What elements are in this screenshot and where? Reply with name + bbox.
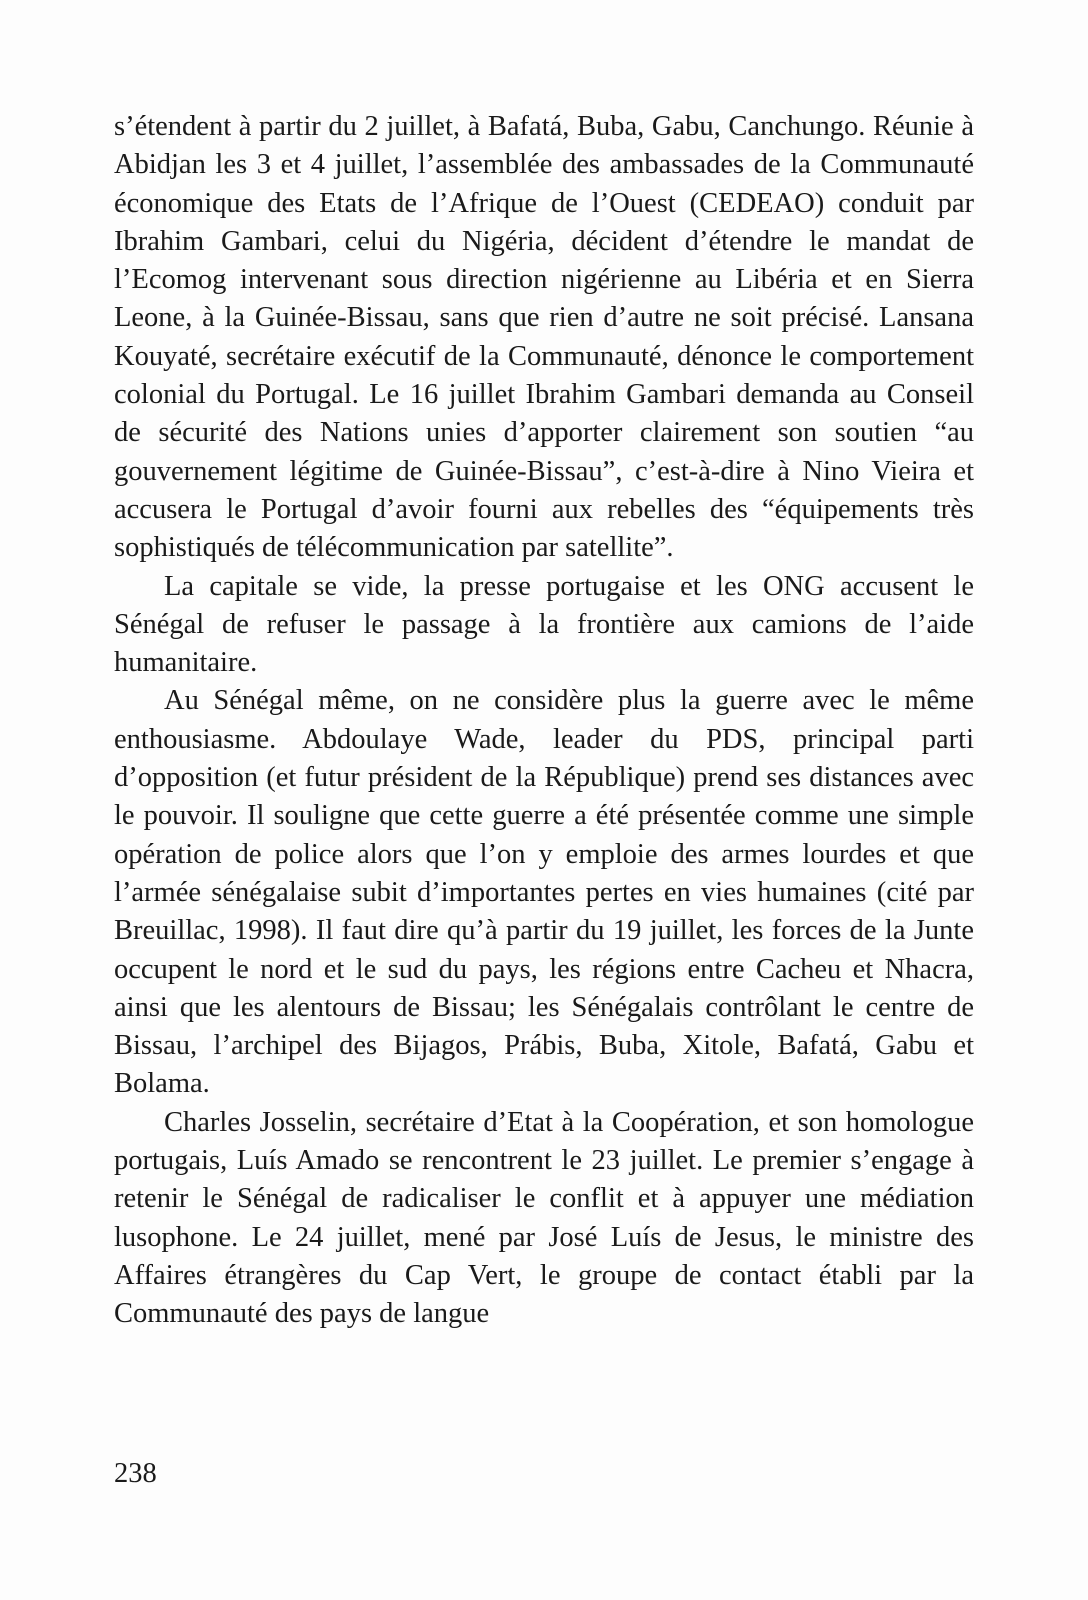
page-number: 238 xyxy=(114,1458,157,1489)
paragraph-3: Au Sénégal même, on ne considère plus la guerre avec le même enthousiasme. Abdoulaye Wade, leader du PDS, principal parti d’opposition (et futur président de la République) prend ses distances avec le pouvoir. Il souligne que cette guerre a été présentée comme une simple opération de police alors que l’on y emploie des armes lourdes et que l’armée sénégalaise subit d’importantes pertes en vies humaines (cité par Breuillac, 1998). Il faut dire qu’à partir du 19 juillet, les forces de la Junte occupent le nord et le sud du pays, les régions entre Cacheu et Nhacra, ainsi que les alentours de Bissau; les Sénégalais contrôlant le centre de Bissau, l’archipel des Bijagos, Prábis, Buba, Xitole, Bafatá, Gabu et Bolama. xyxy=(114,685,974,1100)
paragraph-2: La capitale se vide, la presse portugaise et les ONG accusent le Sénégal de refuser le passage à la frontière aux camions de l’aide humanitaire. xyxy=(114,570,974,679)
paragraph-4: Charles Josselin, secrétaire d’Etat à la Coopération, et son homologue portugais, Luís Amado se rencontrent le 23 juillet. Le premier s’engage à retenir le Sénégal de radicaliser le conflit et à appuyer une médiation lusophone. Le 24 juillet, mené par José Luís de Jesus, le ministre des Affaires étrangères du Cap Vert, le groupe de contact établi par la Communauté des pays de langue xyxy=(114,1106,974,1330)
body-text xyxy=(114,108,974,1334)
paragraph-1: s’étendent à partir du 2 juillet, à Bafatá, Buba, Gabu, Canchungo. Réunie à Abidjan les 3 et 4 juillet, l’assemblée des ambassades de la Communauté économique des Etats de l’Afrique de l’Ouest (CEDEAO) conduit par Ibrahim Gambari, celui du Nigéria, décident d’étendre le mandat de l’Ecomog intervenant sous direction nigérienne au Libéria et en Sierra Leone, à la Guinée-Bissau, sans que rien d’autre ne soit précisé. Lansana Kouyaté, secrétaire exécutif de la Communauté, dénonce le comportement colonial du Portugal. Le 16 juillet Ibrahim Gambari demanda au Conseil de sécurité des Nations unies d’apporter clairement son soutien “au gouvernement légitime de Guinée-Bissau”, c’est-à-dire à Nino Vieira et accusera le Portugal d’avoir fourni aux rebelles des “équipements très sophistiqués de télécommunication par satellite”. xyxy=(114,111,974,564)
